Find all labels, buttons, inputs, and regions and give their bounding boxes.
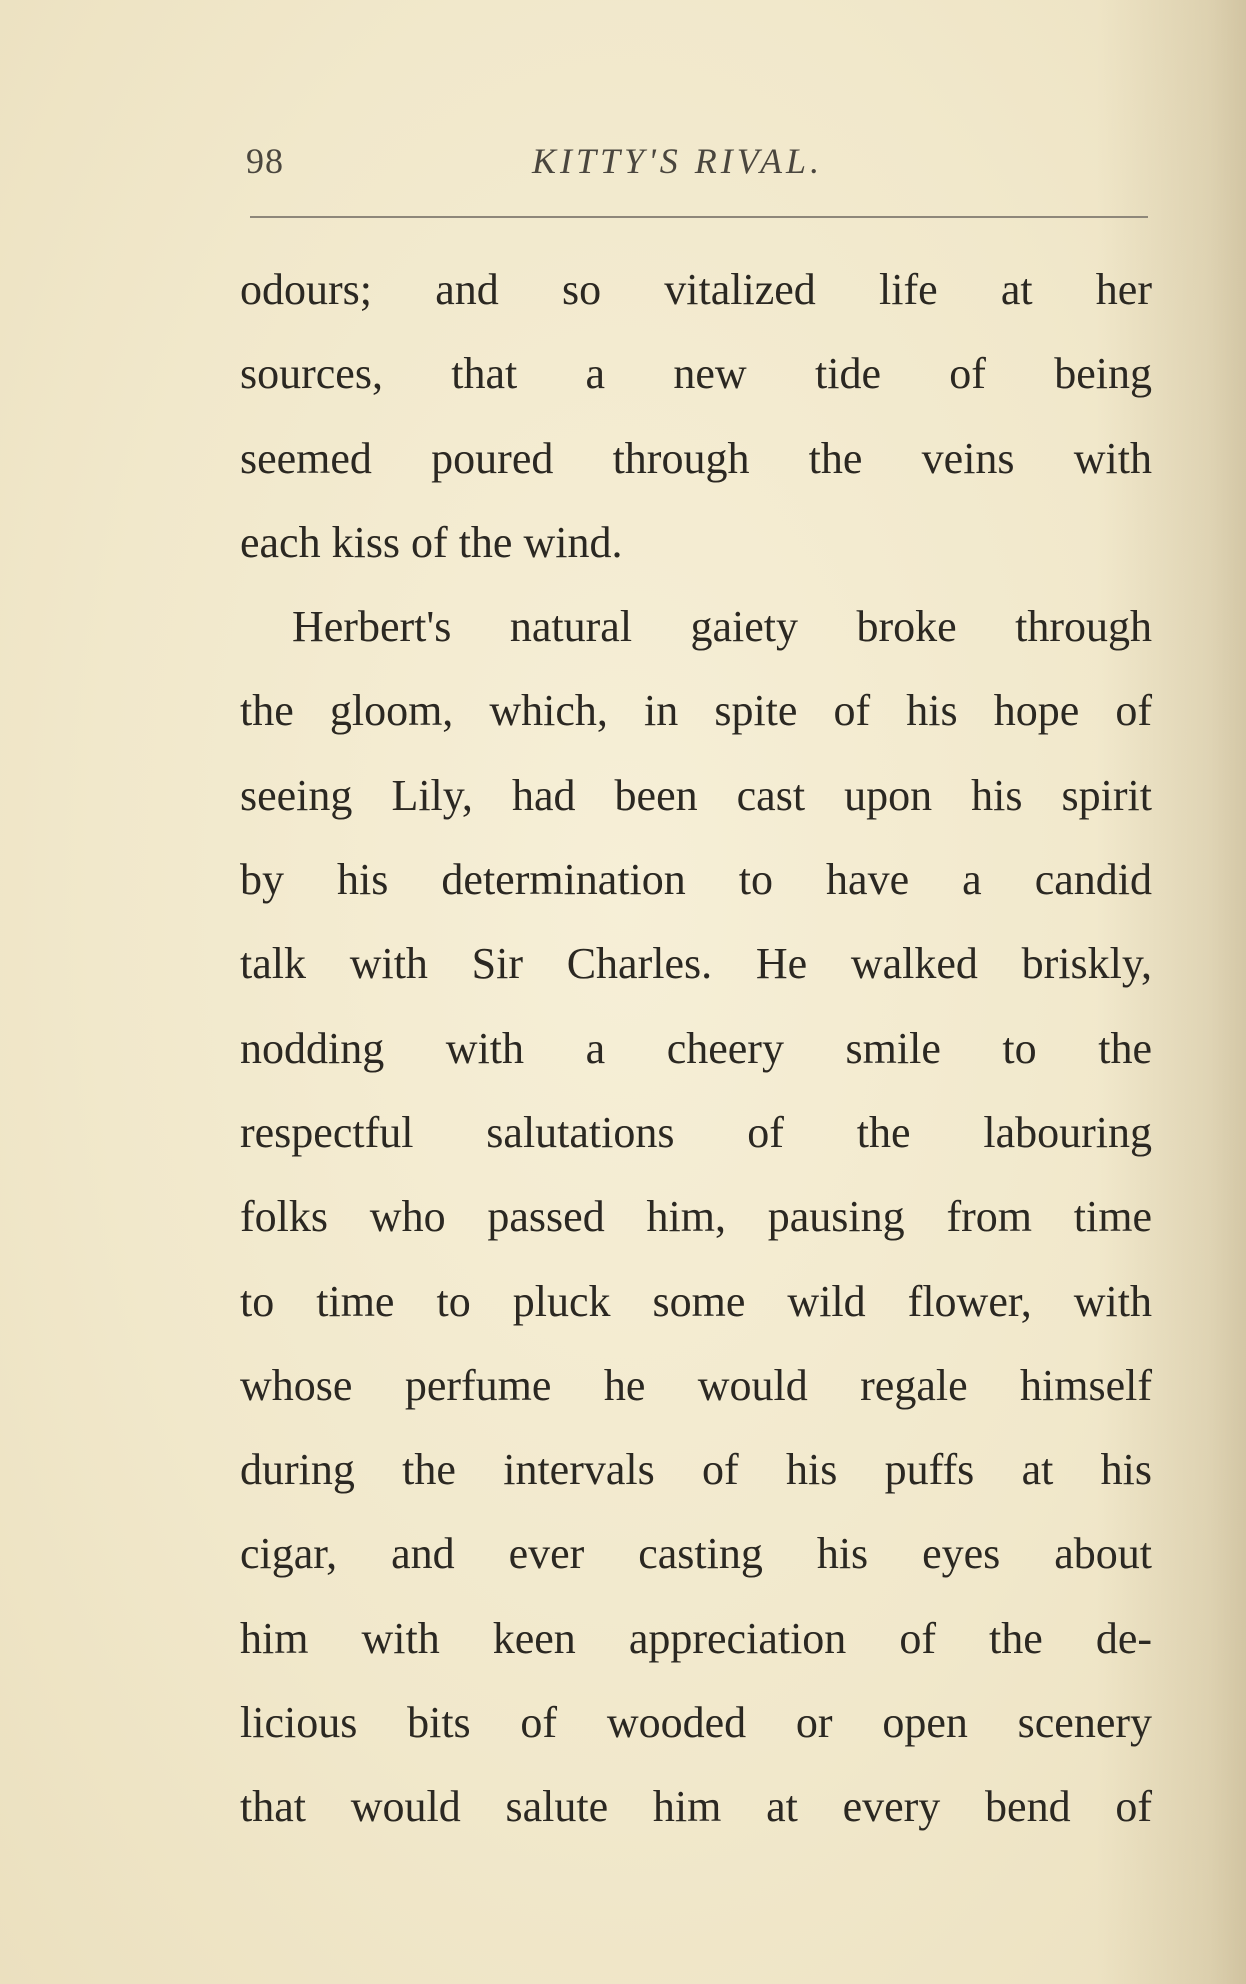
running-title: KITTY'S RIVAL. <box>532 141 824 181</box>
text-line: the gloom, which, in spite of his hope of <box>240 686 1152 736</box>
text-line: sources, that a new tide of being <box>240 349 1152 399</box>
text-line: him with keen appreciation of the de- <box>240 1613 1152 1663</box>
text-line: seeing Lily, had been cast upon his spirit <box>240 770 1152 820</box>
text-line: during the intervals of his puffs at his <box>240 1445 1152 1495</box>
text-line: nodding with a cheery smile to the <box>240 1023 1152 1073</box>
header-rule <box>250 216 1148 218</box>
text-line: licious bits of wooded or open scenery <box>240 1698 1152 1748</box>
text-line: folks who passed him, pausing from time <box>240 1192 1152 1242</box>
text-line: by his determination to have a candid <box>240 855 1152 905</box>
body-text <box>240 248 1152 1850</box>
text-line: seemed poured through the veins with <box>240 433 1152 483</box>
text-line: respectful salutations of the labouring <box>240 1107 1152 1157</box>
text-line: that would salute him at every bend of <box>240 1782 1152 1832</box>
text-line: odours; and so vitalized life at her <box>240 265 1152 314</box>
text-line: each kiss of the wind. <box>240 517 623 567</box>
text-line: to time to pluck some wild flower, with <box>240 1276 1152 1326</box>
text-line: Herbert's natural gaiety broke through <box>292 602 1152 652</box>
text-line: whose perfume he would regale himself <box>240 1360 1152 1410</box>
text-line: talk with Sir Charles. He walked briskly, <box>240 939 1152 989</box>
page-number: 98 <box>246 141 284 181</box>
text-line: cigar, and ever casting his eyes about <box>240 1529 1152 1579</box>
page-header <box>246 140 1150 190</box>
